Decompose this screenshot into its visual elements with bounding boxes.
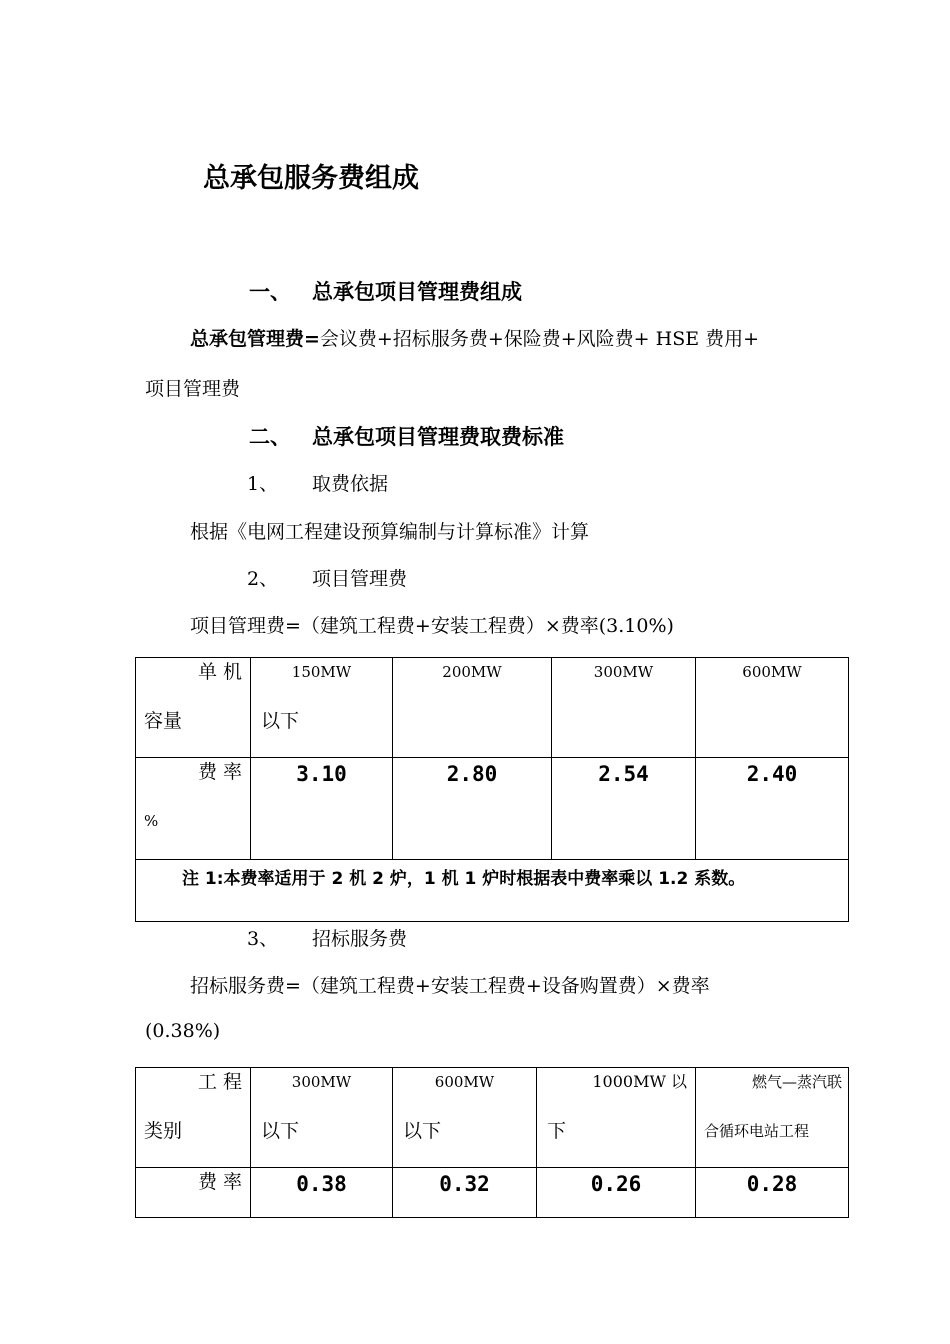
table-row-label: 费 率 — [136, 1168, 251, 1218]
table-row — [136, 758, 849, 860]
table-header-cell: 200MW — [393, 658, 552, 758]
table-header-cell: 燃气—蒸汽联 合循环电站工程 — [696, 1068, 849, 1168]
item-3-title: 招标服务费 — [312, 928, 408, 950]
table-row — [136, 860, 849, 922]
formula-bidding-service: 招标服务费=（建筑工程费+安装工程费+设备购置费）×费率 — [190, 975, 710, 997]
table-header-cell: 300MW 以下 — [251, 1068, 393, 1168]
table-header-cell: 工 程 类别 — [136, 1068, 251, 1168]
section-1-title: 总承包项目管理费组成 — [312, 280, 522, 304]
table-header-cell: 150MW 以下 — [251, 658, 393, 758]
table-row-label: 费 率 % — [136, 758, 251, 860]
bidding-fee-rate-table — [135, 1067, 849, 1218]
table-row — [136, 1068, 849, 1168]
formula-terms: 会议费+招标服务费+保险费+风险费+ HSE 费用+ — [319, 328, 760, 350]
table-cell: 0.26 — [537, 1168, 696, 1218]
table-row — [136, 1168, 849, 1218]
table-cell: 2.54 — [552, 758, 696, 860]
table-header-cell: 单 机 容量 — [136, 658, 251, 758]
item-2-number: 2、 — [247, 568, 279, 590]
table-header-cell: 300MW — [552, 658, 696, 758]
section-1-number: 一、 — [249, 280, 291, 304]
formula-total-management — [190, 324, 759, 351]
table-note: 注 1:本费率适用于 2 机 2 炉，1 机 1 炉时根据表中费率乘以 1.2 系数。 — [136, 860, 849, 922]
table-cell: 2.40 — [696, 758, 849, 860]
table-header-cell: 600MW 以下 — [393, 1068, 537, 1168]
section-2-number: 二、 — [249, 425, 291, 449]
formula-bold-label: 总承包管理费= — [190, 328, 320, 350]
item-1-title: 取费依据 — [312, 473, 389, 495]
basis-text: 根据《电网工程建设预算编制与计算标准》计算 — [190, 521, 590, 543]
item-2-title: 项目管理费 — [312, 568, 408, 590]
formula-continuation: 项目管理费 — [145, 378, 241, 400]
table-cell: 3.10 — [251, 758, 393, 860]
table-cell: 0.32 — [393, 1168, 537, 1218]
page-title: 总承包服务费组成 — [203, 163, 419, 194]
formula-bidding-rate: (0.38%) — [145, 1020, 221, 1042]
formula-project-management: 项目管理费=（建筑工程费+安装工程费）×费率(3.10%) — [190, 615, 674, 637]
table-cell: 0.28 — [696, 1168, 849, 1218]
table-cell: 2.80 — [393, 758, 552, 860]
item-3-number: 3、 — [247, 928, 279, 950]
management-fee-rate-table — [135, 657, 849, 922]
table-row — [136, 658, 849, 758]
table-cell: 0.38 — [251, 1168, 393, 1218]
section-2-title: 总承包项目管理费取费标准 — [312, 425, 564, 449]
table-header-cell: 1000MW 以 下 — [537, 1068, 696, 1168]
table-header-cell: 600MW — [696, 658, 849, 758]
item-1-number: 1、 — [247, 473, 279, 495]
